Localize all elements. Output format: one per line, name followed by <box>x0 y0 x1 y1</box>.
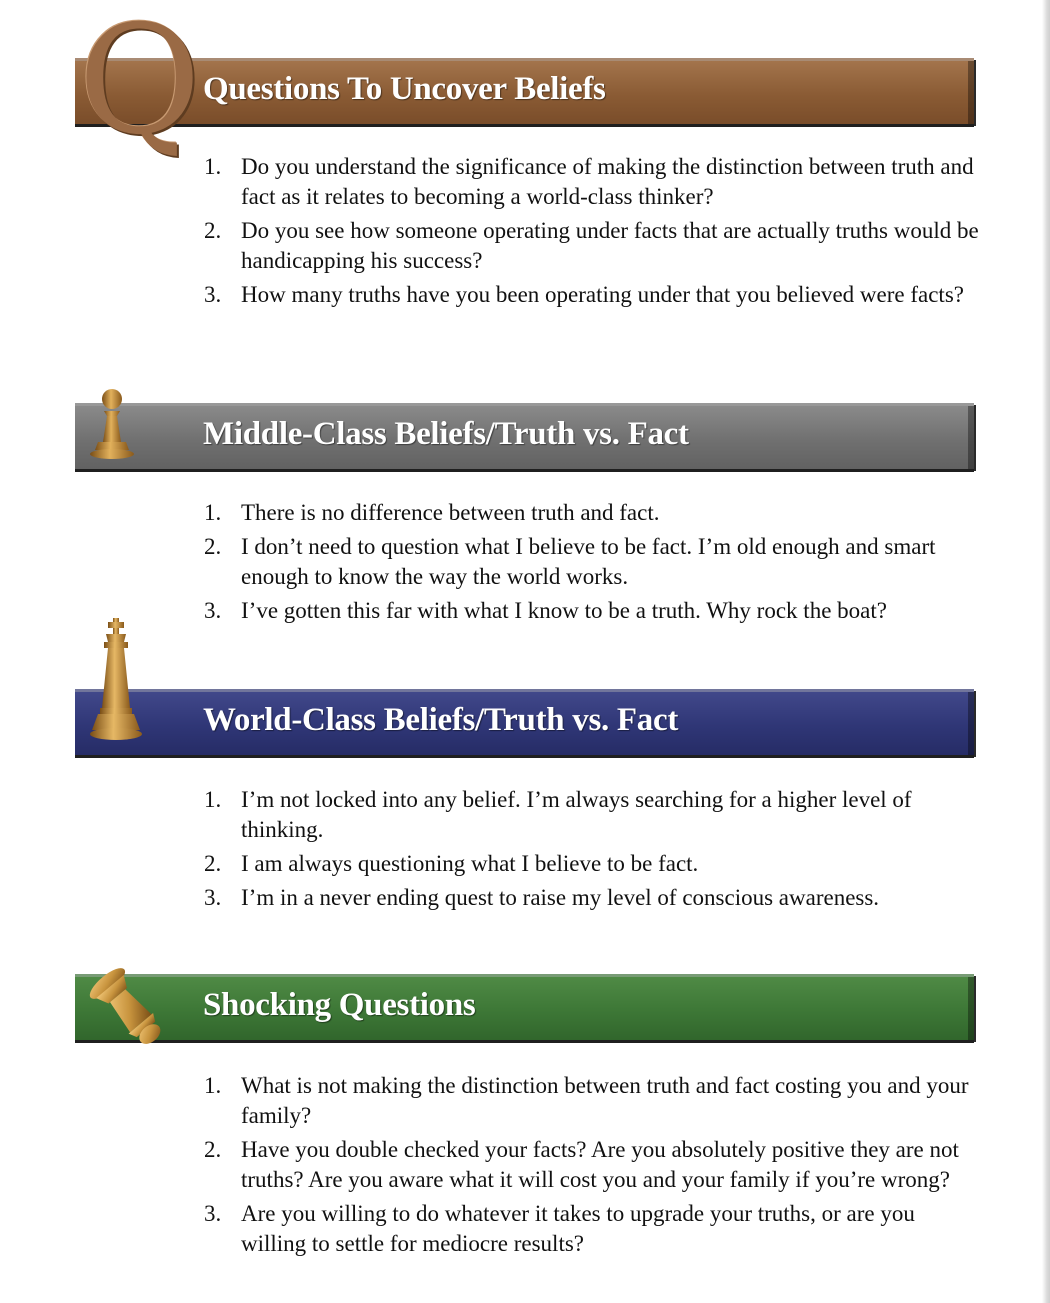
section-banner-questions <box>75 58 974 124</box>
section-title: Shocking Questions <box>203 987 476 1023</box>
list-item: 3. I’m in a never ending quest to raise my level of conscious awareness. <box>204 885 880 910</box>
section-title: Middle-Class Beliefs/Truth vs. Fact <box>203 416 689 452</box>
question-list <box>0 152 981 314</box>
chess-king-icon <box>88 618 144 744</box>
page-edge-shadow <box>1042 0 1050 1303</box>
world-class-belief-list <box>0 785 981 917</box>
list-item: 1. Do you understand the significance of making the distinction between truth and fact as it relates to becoming a world-class thinker? <box>204 154 974 209</box>
middle-class-belief-list <box>0 498 981 630</box>
list-item: 1. I’m not locked into any belief. I’m always searching for a higher level of thinking. <box>204 787 912 842</box>
section-title: Questions To Uncover Beliefs <box>203 71 606 107</box>
list-item: 2. I am always questioning what I believe to be fact. <box>204 851 699 876</box>
list-item: 3. How many truths have you been operating under that you believed were facts? <box>204 282 964 307</box>
section-banner-shocking <box>75 974 974 1040</box>
chess-pawn-icon <box>86 386 138 462</box>
list-item: 2. Have you double checked your facts? Are you absolutely positive they are not truths? Are you aware what it will cost you and your family if you’re wrong? <box>204 1137 959 1192</box>
list-item: 1. There is no difference between truth and fact. <box>204 500 660 525</box>
list-item: 2. I don’t need to question what I believe to be fact. I’m old enough and smart enough to know the way the world works. <box>204 534 936 589</box>
list-item: 1. What is not making the distinction between truth and fact costing you and your family? <box>204 1073 969 1128</box>
q-letter-icon: Q <box>78 0 201 168</box>
section-banner-world-class <box>75 689 974 755</box>
list-item: 2. Do you see how someone operating under facts that are actually truths would be handicapping his success? <box>204 218 979 273</box>
list-item: 3. Are you willing to do whatever it takes to upgrade your truths, or are you willing to settle for mediocre results? <box>204 1201 915 1256</box>
section-banner-middle-class <box>75 403 974 469</box>
section-title: World-Class Beliefs/Truth vs. Fact <box>203 702 679 738</box>
fallen-chess-piece-icon <box>82 962 174 1054</box>
list-item: 3. I’ve gotten this far with what I know to be a truth. Why rock the boat? <box>204 598 887 623</box>
shocking-question-list <box>0 1071 981 1263</box>
